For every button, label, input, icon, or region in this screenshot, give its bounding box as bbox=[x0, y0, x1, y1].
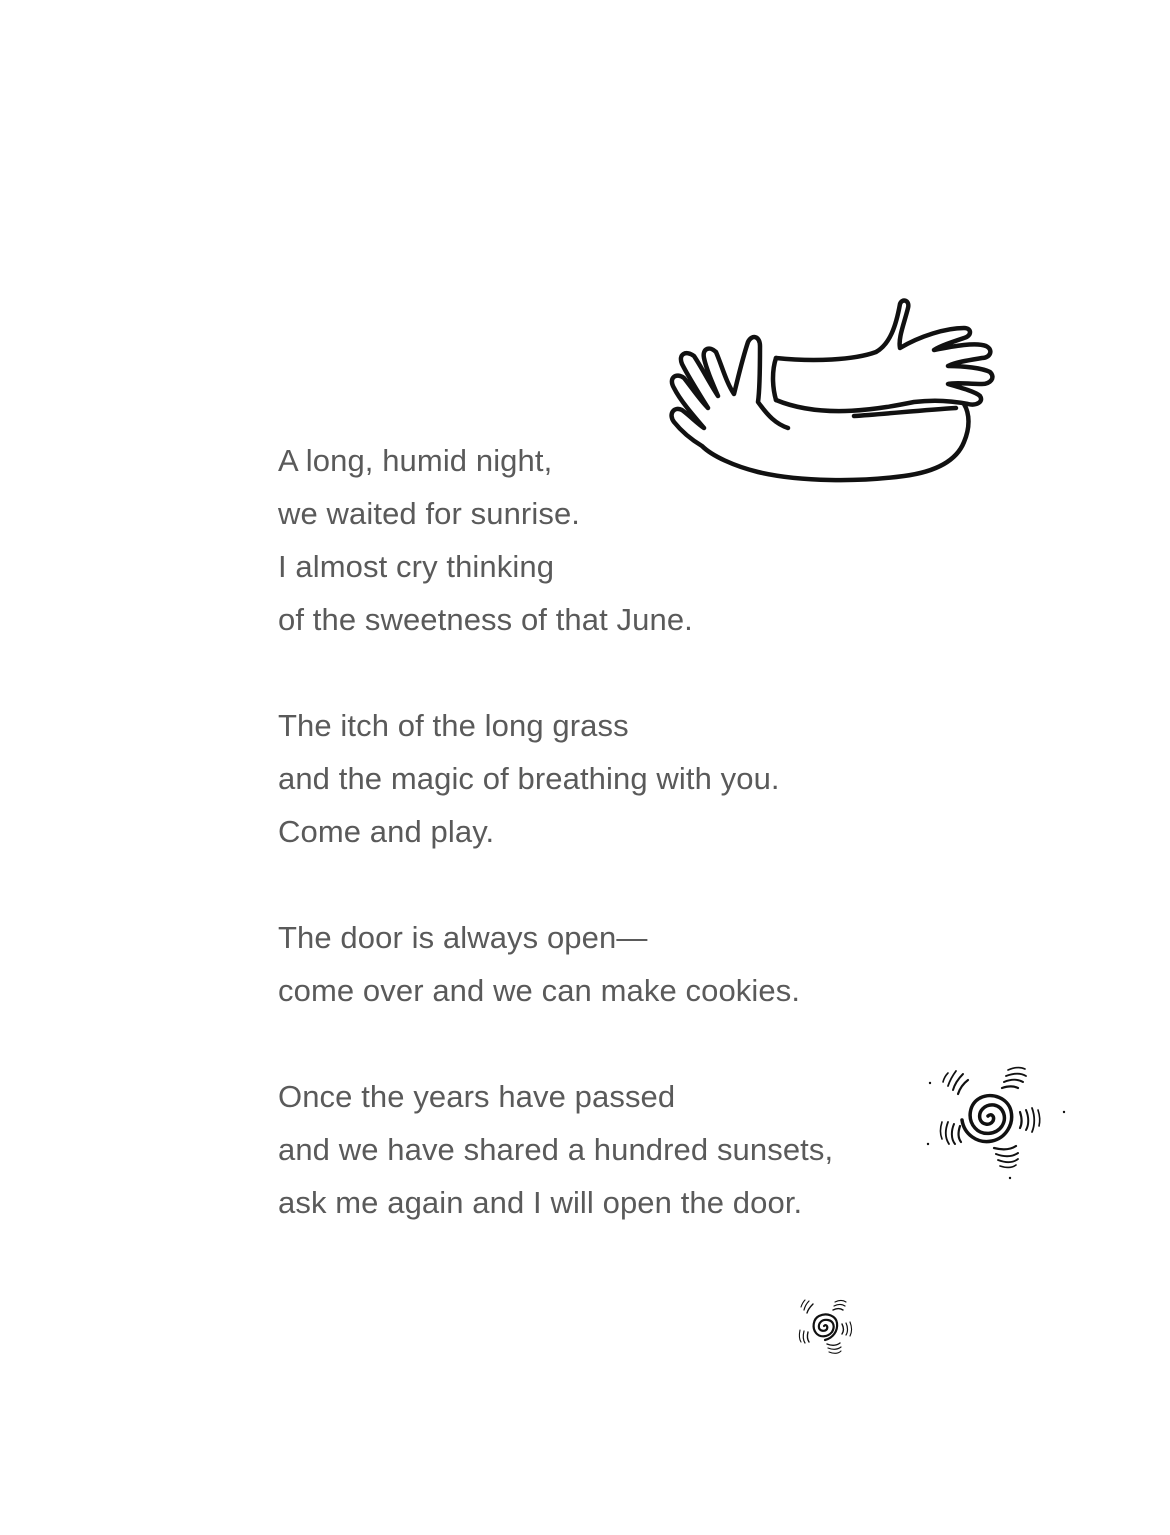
spiral-star-icon bbox=[786, 1280, 868, 1372]
poem-line: The door is always open— bbox=[278, 920, 648, 955]
poem-line: ask me again and I will open the door. bbox=[278, 1185, 803, 1220]
stanza-2 bbox=[278, 699, 978, 858]
poem-line: and we have shared a hundred sunsets, bbox=[278, 1132, 834, 1167]
poem-line: Once the years have passed bbox=[278, 1079, 676, 1114]
stanza-1 bbox=[278, 434, 978, 646]
poem bbox=[278, 434, 978, 1229]
poem-line: Come and play. bbox=[278, 814, 495, 849]
stanza-4 bbox=[278, 1070, 978, 1229]
poem-line: The itch of the long grass bbox=[278, 708, 629, 743]
poem-line: I almost cry thinking bbox=[278, 549, 555, 584]
poem-line: of the sweetness of that June. bbox=[278, 602, 693, 637]
poem-line: and the magic of breathing with you. bbox=[278, 761, 780, 796]
stanza-3 bbox=[278, 911, 978, 1017]
poem-line: come over and we can make cookies. bbox=[278, 973, 801, 1008]
poem-line: A long, humid night, bbox=[278, 443, 553, 478]
spiral-star-icon bbox=[922, 1036, 1067, 1196]
poem-line: we waited for sunrise. bbox=[278, 496, 580, 531]
